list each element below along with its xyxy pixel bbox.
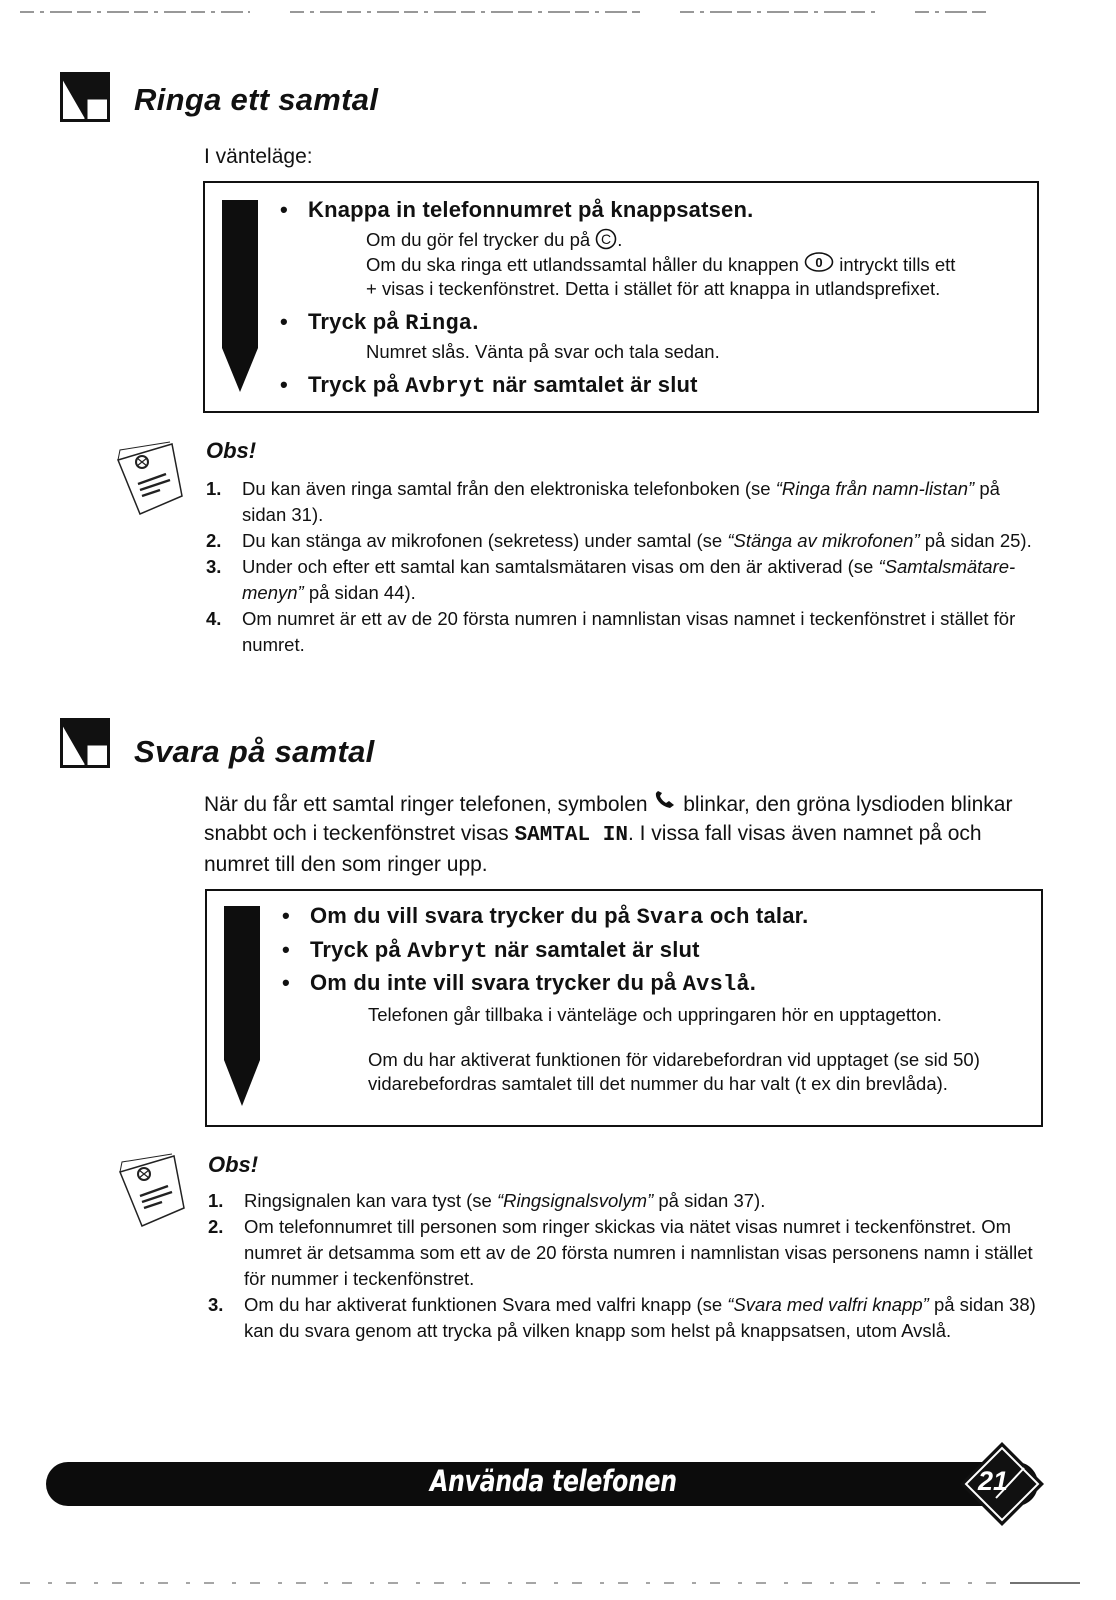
intro-text: När du får ett samtal ringer telefonen, symbolen blinkar, den gröna lysdioden blinkar snabbt och i teckenfönstret visas SAMTAL IN. I vissa fall visas även namnet på och numret till den som ringer upp. bbox=[204, 793, 1013, 876]
instruction-detail: Om du har aktiverat funktionen för vidarebefordran vid upptaget (se sid 50) vidarebefordras samtalet till det nummer du har valt (t ex din brevlåda). bbox=[368, 1049, 980, 1094]
note-item: 4. Om numret är ett av de 20 första numren i namnlistan visas namnet i teckenfönstret i stället för numret. bbox=[206, 608, 1016, 655]
section-title: Ringa ett samtal bbox=[134, 82, 379, 117]
clear-key-icon bbox=[595, 228, 617, 250]
footer-title: Använda telefonen bbox=[430, 1464, 677, 1498]
zero-key-label: 0 bbox=[815, 255, 823, 270]
instruction-step: • Knappa in telefonnumret på knappsatsen. bbox=[280, 197, 754, 222]
instruction-step: • Om du vill svara trycker du på Svara och talar. bbox=[282, 903, 809, 930]
note-paper-icon bbox=[110, 440, 194, 518]
note-item: 2. Du kan stänga av mikrofonen (sekretess) under samtal (se “Stänga av mikrofonen” på sidan 25). bbox=[206, 530, 1032, 551]
note-list bbox=[208, 1188, 1038, 1344]
down-arrow-icon bbox=[220, 200, 262, 392]
note-item: 3. Om du har aktiverat funktionen Svara med valfri knapp (se “Svara med valfri knapp” på sidan 38) kan du svara genom att trycka på vilken knapp som helst på knappsatsen, utom Avslå. bbox=[208, 1294, 1036, 1341]
section-title: Svara på samtal bbox=[134, 734, 375, 769]
phone-handset-icon bbox=[653, 791, 677, 811]
zero-key-icon bbox=[804, 252, 834, 274]
section-square-icon bbox=[60, 718, 110, 768]
note-item: 1. Du kan även ringa samtal från den elektroniska telefonboken (se “Ringa från namn-listan” på sidan 31). bbox=[206, 478, 1000, 525]
instruction-step: • Tryck på Avbryt när samtalet är slut bbox=[282, 937, 700, 964]
note-item: 1. Ringsignalen kan vara tyst (se “Ringsignalsvolym” på sidan 37). bbox=[208, 1190, 766, 1211]
down-arrow-icon bbox=[222, 906, 264, 1106]
clear-key-label: C bbox=[601, 231, 612, 247]
instruction-detail: Numret slås. Vänta på svar och tala sedan. bbox=[366, 341, 720, 362]
scan-artifact-top bbox=[0, 0, 1116, 20]
intro-text: I vänteläge: bbox=[204, 145, 313, 168]
note-paper-icon bbox=[112, 1152, 196, 1230]
page-number: 21 bbox=[978, 1466, 1009, 1496]
note-title: Obs! bbox=[206, 438, 257, 463]
note-list bbox=[206, 476, 1036, 658]
instruction-detail: Om du gör fel trycker du på C . Om du ska ringa ett utlandssamtal håller du knappen 0 intryckt tills ett + visas i teckenfönstret. Detta i stället för att knappa in utlandsprefixet. bbox=[366, 229, 956, 299]
note-item: 2. Om telefonnumret till personen som ringer skickas via nätet visas numret i teckenfönstret. Om numret är detsamma som ett av de 20 första numren i namnlistan visas personens namn i stället för nummer i teckenfönstret. bbox=[208, 1216, 1033, 1289]
instruction-step: • Tryck på Ringa. bbox=[280, 309, 479, 336]
instruction-detail: Telefonen går tillbaka i vänteläge och uppringaren hör en upptagetton. bbox=[368, 1004, 942, 1025]
instruction-step: • Om du inte vill svara trycker du på Avslå. bbox=[282, 970, 757, 997]
note-item: 3. Under och efter ett samtal kan samtalsmätaren visas om den är aktiverad (se “Samtalsmätare-menyn” på sidan 44). bbox=[206, 556, 1016, 603]
section-square-icon bbox=[60, 72, 110, 122]
scan-artifact-bottom bbox=[0, 1575, 1116, 1595]
instruction-step: • Tryck på Avbryt när samtalet är slut bbox=[280, 372, 698, 399]
note-title: Obs! bbox=[208, 1152, 259, 1177]
